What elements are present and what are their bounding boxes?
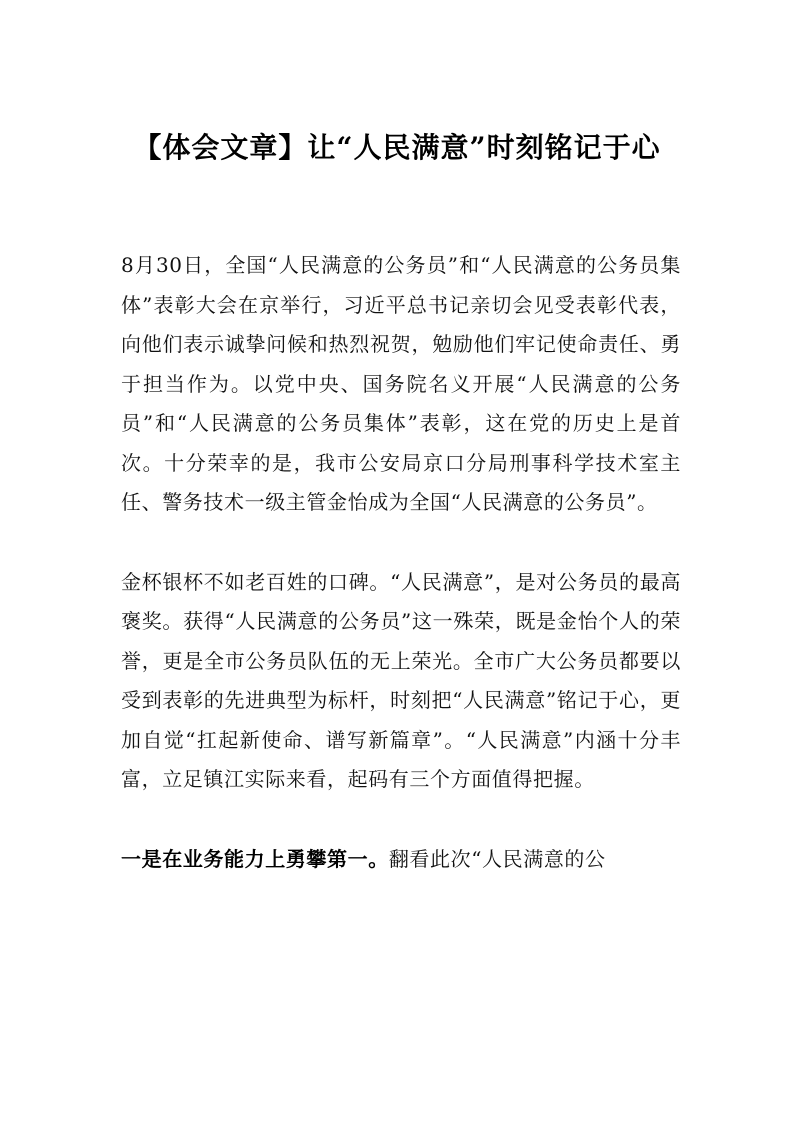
paragraph-1 [121,246,681,523]
document-body [121,246,681,879]
paragraph-2 [121,563,681,800]
paragraph-2-text: 金杯银杯不如老百姓的口碑。“人民满意”，是对公务员的最高褒奖。获得“人民满意的公务员”这一殊荣，既是金怡个人的荣誉，更是全市公务员队伍的无上荣光。全市广大公务员都要以受到表彰的先进典型为标杆，时刻把“人民满意”铭记于心，更加自觉“扛起新使命、谱写新篇章”。“人民满意”内涵十分丰富，立足镇江实际来看，起码有三个方面值得把握。 [121,569,681,791]
paragraph-3-lead: 一是在业务能力上勇攀第一。 [121,846,389,871]
paragraph-1-text: 8月30日，全国“人民满意的公务员”和“人民满意的公务员集体”表彰大会在京举行，习近平总书记亲切会见受表彰代表，向他们表示诚挚问候和热烈祝贺，勉励他们牢记使命责任、勇于担当作为。以党中央、国务院名义开展“人民满意的公务员”和“人民满意的公务员集体”表彰，这在党的历史上是首次。十分荣幸的是，我市公安局京口分局刑事科学技术室主任、警务技术一级主管金怡成为全国“人民满意的公务员”。 [121,253,681,514]
paragraph-3 [121,840,681,880]
document-title: 【体会文章】让“人民满意”时刻铭记于心 [133,131,661,164]
paragraph-3-text: 翻看此次“人民满意的公 [388,846,606,871]
